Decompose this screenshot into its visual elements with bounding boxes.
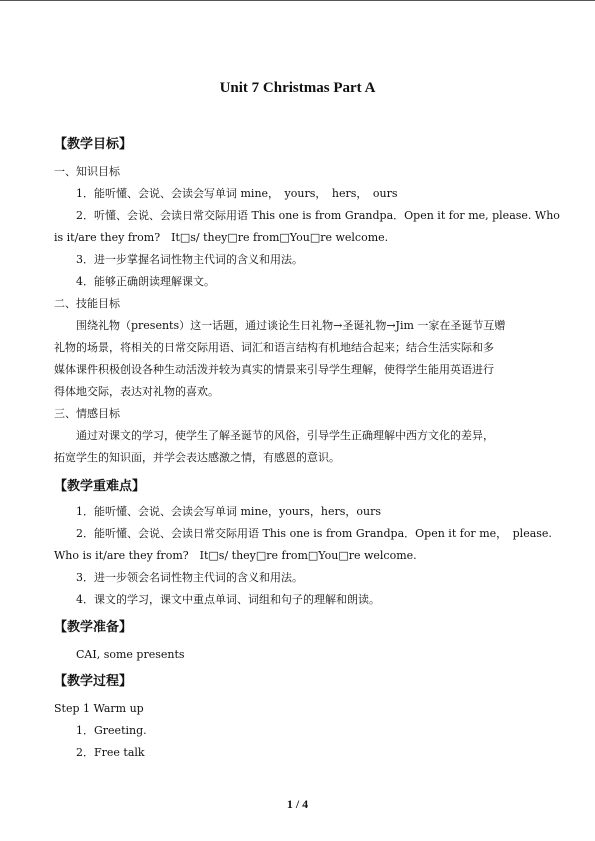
process-item-1: 1．Greeting. (76, 724, 147, 737)
knowledge-goal-2-line-2: is it/are they from? It□s/ they□re from□You□re welcome. (54, 231, 389, 244)
knowledge-goal-3: 3．进一步掌握名词性物主代词的含义和用法。 (76, 253, 303, 266)
key-point-4: 4．课文的学习，课文中重点单词、词组和句子的理解和朗读。 (76, 593, 380, 606)
emotion-goal-line-2: 拓宽学生的知识面，并学会表达感激之情，有感恩的意识。 (54, 451, 340, 464)
key-point-2-line-1: 2．能听懂、会说、会读日常交际用语 This one is from Grandpa．Open it for me， please. (76, 527, 552, 540)
skill-goals-heading: 二、技能目标 (54, 297, 120, 310)
knowledge-goal-1: 1．能听懂、会说、会读会写单词 mine， yours， hers， ours (76, 187, 398, 200)
key-point-1: 1．能听懂、会说、会读会写单词 mine，yours，hers，ours (76, 505, 381, 518)
skill-goal-line-1: 围绕礼物（presents）这一话题，通过谈论生日礼物→圣诞礼物→Jim 一家在圣诞节互赠 (76, 319, 506, 332)
section-heading-goals: 【教学目标】 (54, 137, 133, 152)
process-item-2: 2．Free talk (76, 746, 145, 759)
skill-goal-line-3: 媒体课件积极创设各种生动活泼并较为真实的情景来引导学生理解，使得学生能用英语进行 (54, 363, 494, 376)
skill-goal-line-4: 得体地交际，表达对礼物的喜欢。 (54, 385, 219, 398)
page-number: 1 / 4 (286, 797, 309, 811)
section-heading-process: 【教学过程】 (54, 674, 133, 689)
section-heading-preparation: 【教学准备】 (54, 620, 133, 635)
section-heading-key-points: 【教学重难点】 (54, 479, 146, 494)
preparation-text: CAI, some presents (76, 648, 185, 661)
skill-goal-line-2: 礼物的场景，将相关的日常交际用语、词汇和语言结构有机地结合起来；结合生活实际和多 (54, 341, 494, 354)
process-step-1: Step 1 Warm up (54, 702, 144, 715)
knowledge-goals-heading: 一、知识目标 (54, 165, 120, 178)
document-title: Unit 7 Christmas Part A (219, 80, 376, 96)
key-point-3: 3．进一步领会名词性物主代词的含义和用法。 (76, 571, 303, 584)
emotion-goals-heading: 三、情感目标 (54, 407, 120, 420)
emotion-goal-line-1: 通过对课文的学习，使学生了解圣诞节的风俗，引导学生正确理解中西方文化的差异， (76, 429, 494, 442)
knowledge-goal-2-line-1: 2．听懂、会说、会读日常交际用语 This one is from Grandpa．Open it for me, please. Who (76, 209, 560, 222)
top-rule (0, 0, 595, 1)
knowledge-goal-4: 4．能够正确朗读理解课文。 (76, 275, 215, 288)
key-point-2-line-2: Who is it/are they from? It□s/ they□re from□You□re welcome. (54, 549, 417, 562)
